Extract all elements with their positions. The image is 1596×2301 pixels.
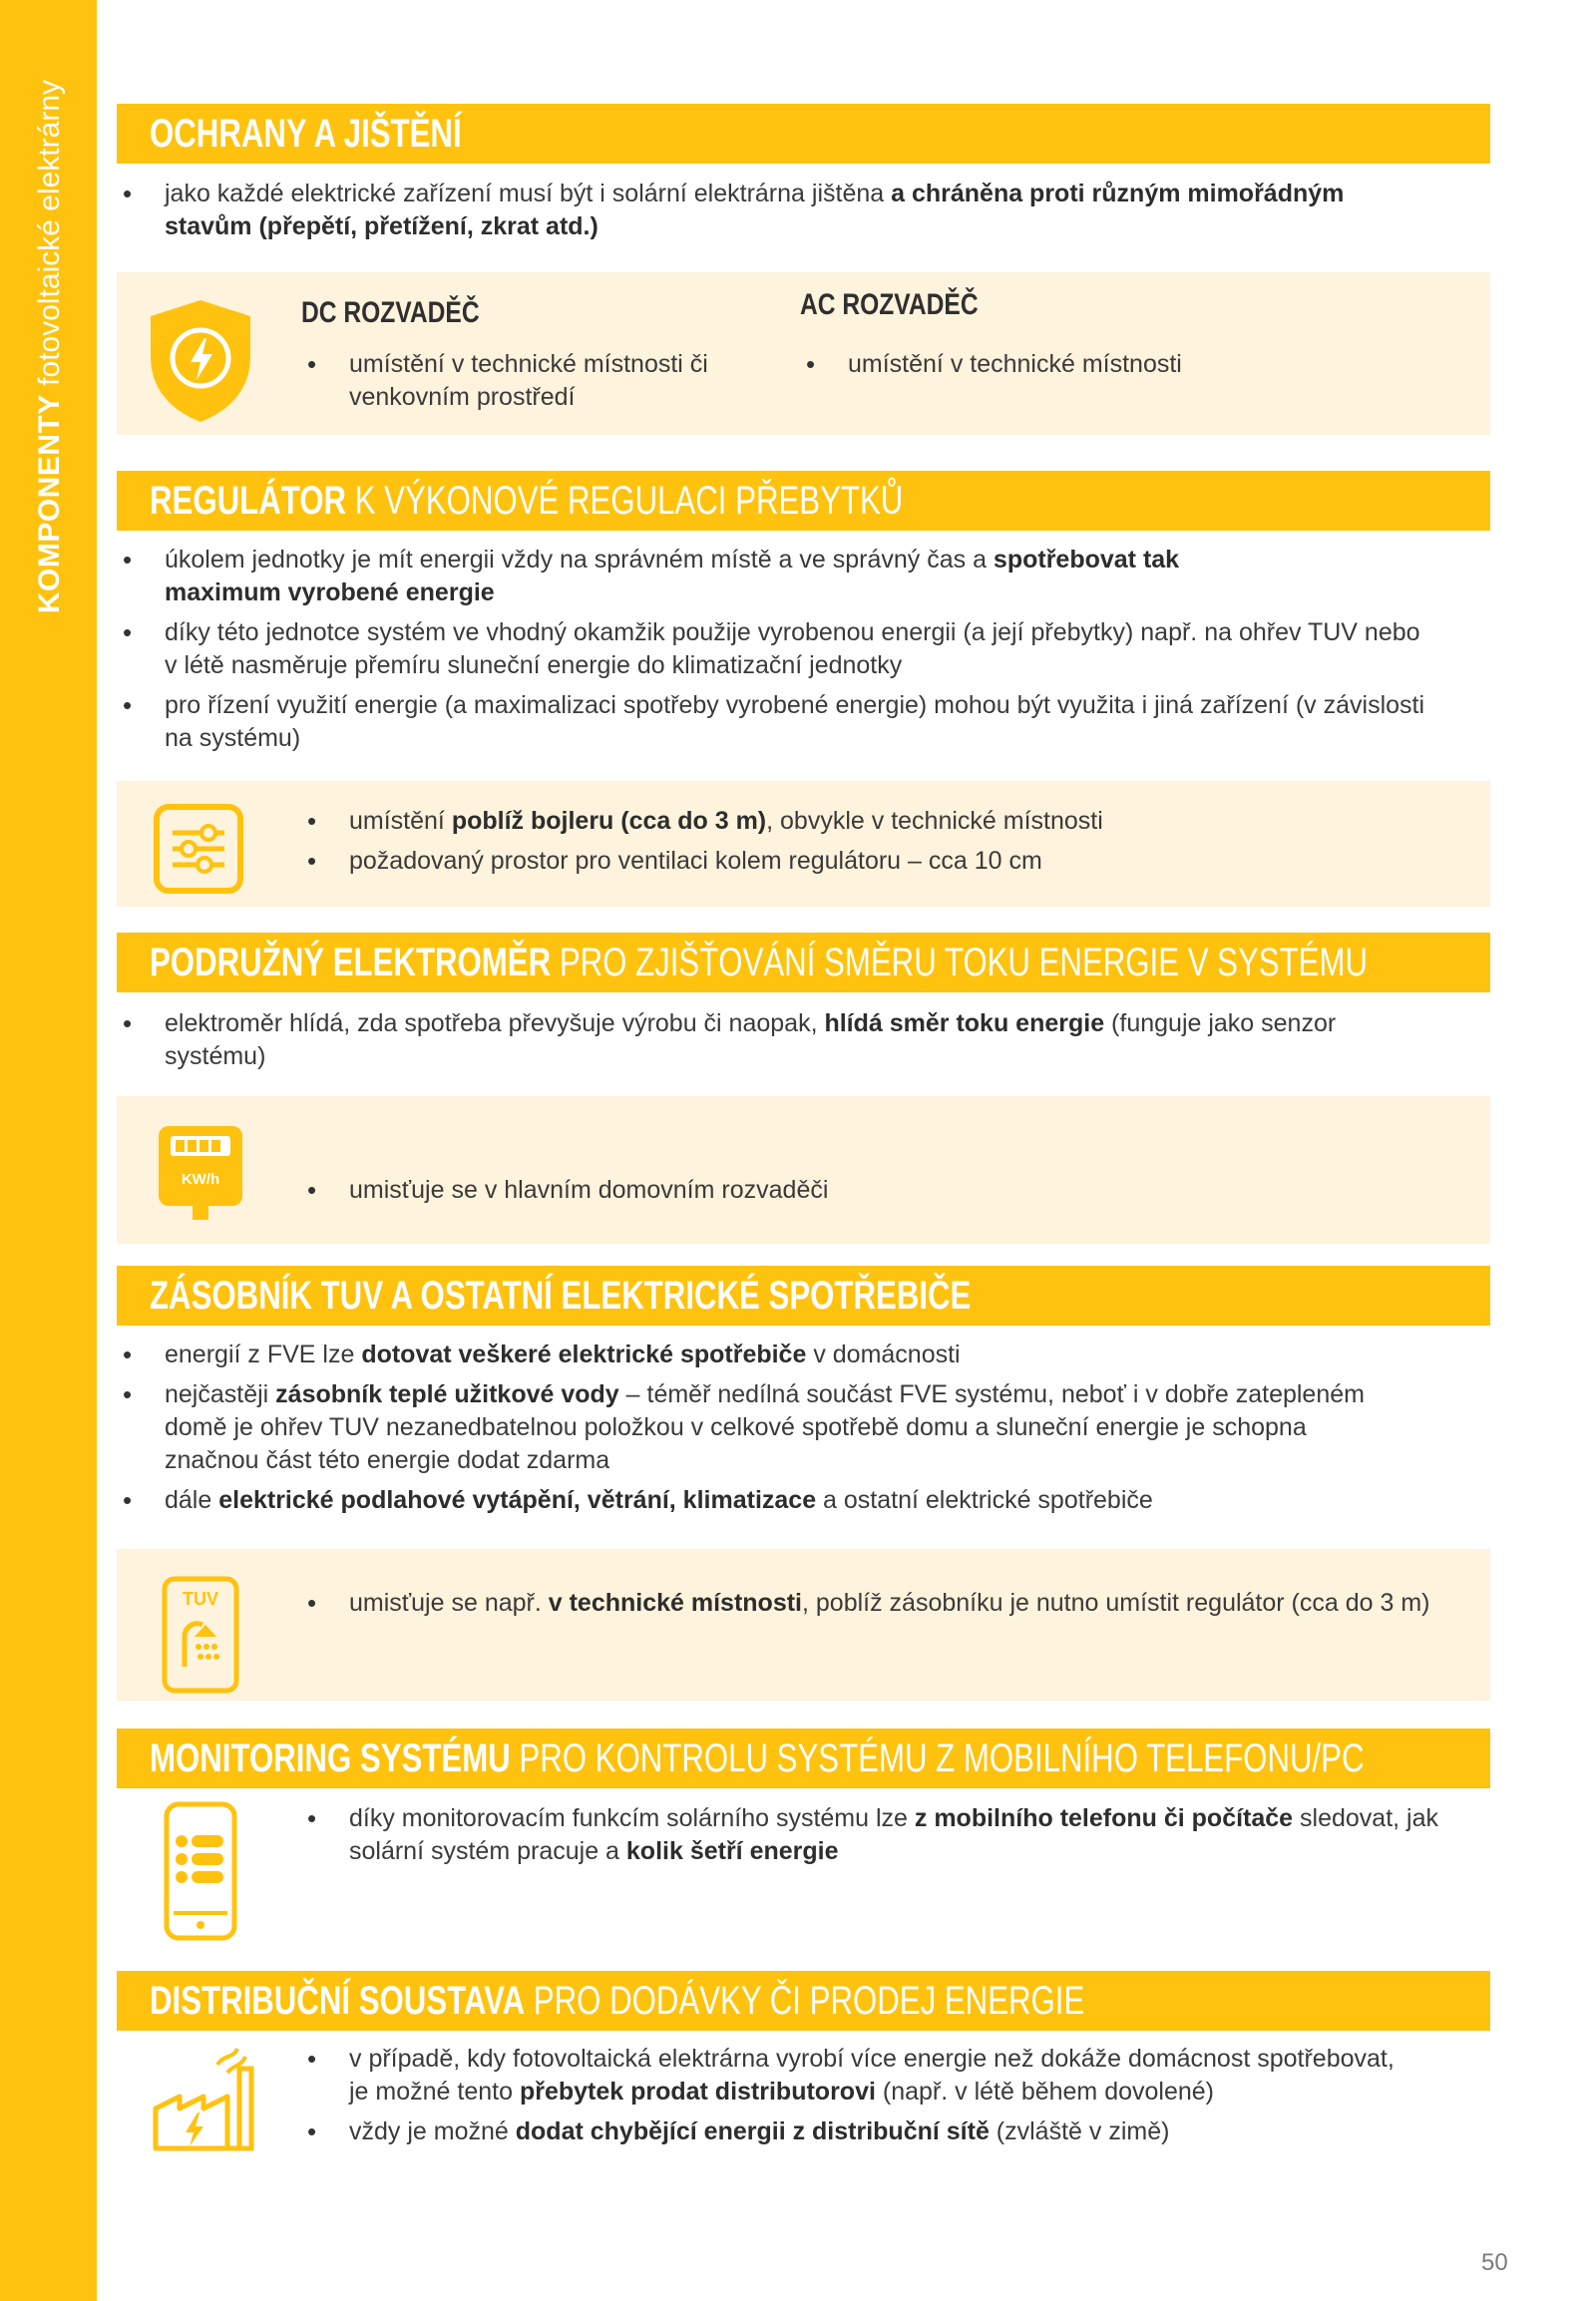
bullet-text: dále [165,1486,219,1514]
bullet-text: energií z FVE lze [165,1341,362,1368]
sidebar-stripe [0,0,97,2301]
regulator-box-bullets [301,805,1398,885]
section-title-light: PRO KONTROLU SYSTÉMU Z MOBILNÍHO TELEFONU/PC [510,1736,1365,1780]
list-item: • umisťuje se v hlavním domovním rozvaděči [301,1174,1398,1207]
dc-rozvadec-title: DC ROZVADĚČ [301,296,480,329]
zasobnik-box-bullets [301,1587,1438,1627]
section-title-bold: DISTRIBUČNÍ SOUSTAVA [150,1979,526,2023]
bullet-text-bold: přebytek prodat distributorovi [519,2078,876,2106]
bullet-text-bold: a chráněna proti různým mimořádným stavům (přepětí, přetížení, zkrat atd.) [165,180,1345,240]
bullet-text-bold: dotovat veškeré elektrické spotřebiče [361,1341,807,1368]
ac-rozvadec-title: AC ROZVADĚČ [800,288,979,321]
bullet-text: a ostatní elektrické spotřebiče [816,1486,1153,1514]
bullet-text: úkolem jednotky je mít energii vždy na správném místě a ve správný čas a [165,546,994,574]
list-item [117,1007,1441,1073]
bullet-text: vždy je možné [349,2117,516,2145]
section-header-ochrany [117,104,1490,164]
page-number: 50 [1481,2249,1508,2276]
list-item: • požadovaný prostor pro ventilaci kolem regulátoru – cca 10 cm [301,845,1398,878]
section-title-light: PRO DODÁVKY ČI PRODEJ ENERGIE [525,1979,1085,2023]
shield-bolt-icon [145,296,256,424]
bullet-text: díky monitorovacím funkcím solárního systému lze [349,1804,915,1832]
bullet-text: , obvykle v technické místnosti [766,807,1103,835]
bullet-text: , poblíž zásobníku je nutno umístit regulátor (cca do 3 m) [802,1589,1430,1617]
factory-icon [152,2043,255,2154]
section-title-light: K VÝKONOVÉ REGULACI PŘEBYTKŮ [346,479,904,523]
dc-bullets [301,348,730,421]
bullet-text: (zvláště v zimě) [989,2117,1170,2145]
section-header-zasobnik [117,1266,1490,1326]
ochrany-infobox [117,272,1490,435]
bullet-text-bold: poblíž bojleru (cca do 3 m) [451,807,767,835]
list-item: • díky této jednotce systém ve vhodný okamžik použije vyrobenou energii (a její přebytky) např. na ohřev TUV nebo v létě nasměruje přemíru sluneční energie do klimatizační jednotky [117,616,1433,682]
list-item [301,1587,1438,1620]
elektromer-bullets [117,1007,1433,1080]
bullet-text: v případě, kdy fotovoltaická elektrárna vyrobí více energie než dokáže domácnost spotřebovat, je možné tento [349,2045,1395,2106]
electricity-meter-icon [155,1122,246,1222]
bullet-text: (funguje jako senzor systému) [165,1009,1337,1070]
list-item: • umístění v technické místnosti či venkovním prostředí [301,348,730,414]
bullet-text: v domácnosti [806,1341,961,1368]
sidebar-title-light: fotovoltaické elektrárny [33,80,66,386]
list-item: • umístění v technické místnosti [800,348,1359,381]
list-item [301,1802,1458,1868]
section-title-light: PRO ZJIŠŤOVÁNÍ SMĚRU TOKU ENERGIE V SYSTÉMU [551,941,1369,984]
bullet-text-bold: elektrické podlahové vytápění, větrání, klimatizace [218,1486,817,1514]
list-item [117,1484,1433,1517]
meter-label: KW/h [181,1171,220,1188]
water-heater-icon [161,1575,240,1695]
sliders-icon [153,803,244,895]
regulator-bullets [117,544,1433,762]
bullet-text-bold: z mobilního telefonu či počítače [914,1804,1294,1832]
section-title-bold: REGULÁTOR [150,479,347,523]
bullet-text: (např. v létě během dovolené) [875,2078,1215,2106]
bullet-text: nejčastěji [165,1380,276,1408]
section-header-distribuce [117,1971,1490,2031]
section-header-monitoring [117,1728,1490,1788]
list-item [117,1339,1433,1371]
smartphone-icon [164,1801,237,1941]
regulator-infobox [117,781,1490,907]
bullet-text-bold: kolik šetří energie [625,1837,839,1865]
ac-bullets [800,348,1359,388]
bullet-text-bold: hlídá směr toku energie [824,1009,1105,1037]
sidebar-title [28,80,72,668]
bullet-text: sledovat, jak solární systém pracuje a [349,1804,1438,1865]
bullet-text-bold: spotřebovat tak maximum vyrobené energie [165,546,1180,606]
list-item: • pro řízení využití energie (a maximalizaci spotřeby vyrobené energie) mohou být využita i jiná zařízení (v závislosti na systému) [117,689,1433,755]
bullet-text: umístění [349,807,452,835]
distribuce-bullets [301,2043,1398,2155]
list-item [117,1378,1401,1477]
zasobnik-bullets [117,1339,1433,1524]
section-title-bold: MONITORING SYSTÉMU [150,1736,511,1780]
section-title: OCHRANY A JIŠTĚNÍ [150,112,462,156]
zasobnik-infobox [117,1549,1490,1701]
elektromer-infobox [117,1096,1490,1244]
monitoring-bullets [301,1802,1458,1875]
bullet-text-bold: v technické místnosti [548,1589,802,1617]
list-item [301,805,1398,838]
section-header-regulator [117,471,1490,531]
elektromer-box-bullets [301,1174,1398,1214]
section-title-bold: PODRUŽNÝ ELEKTROMĚR [150,941,552,984]
list-item [301,2043,1406,2109]
list-item [117,544,1282,609]
section-header-elektromer [117,933,1490,992]
bullet-text-bold: dodat chybějící energii z distribuční sítě [515,2117,990,2145]
sidebar-title-bold: KOMPONENTY [33,394,66,614]
list-item [117,178,1354,243]
bullet-text-bold: zásobník teplé užitkové vody [275,1380,619,1408]
bullet-text: elektroměr hlídá, zda spotřeba převyšuje výrobu či naopak, [165,1009,825,1037]
bullet-text: – téměř nedílná součást FVE systému, neboť i v dobře zatepleném domě je ohřev TUV nezanedbatelnou položkou v celkové spotřebě domu a sluneční energie je schopna značnou část této energie dodat zdarma [165,1380,1365,1474]
bullet-text: jako každé elektrické zařízení musí být i solární elektrárna jištěna [165,180,892,207]
section-title: ZÁSOBNÍK TUV A OSTATNÍ ELEKTRICKÉ SPOTŘEBIČE [150,1274,972,1318]
bullet-text: umisťuje se např. [349,1589,549,1617]
ochrany-bullets [117,178,1354,250]
tuv-label: TUV [183,1589,218,1609]
list-item [301,2115,1398,2148]
